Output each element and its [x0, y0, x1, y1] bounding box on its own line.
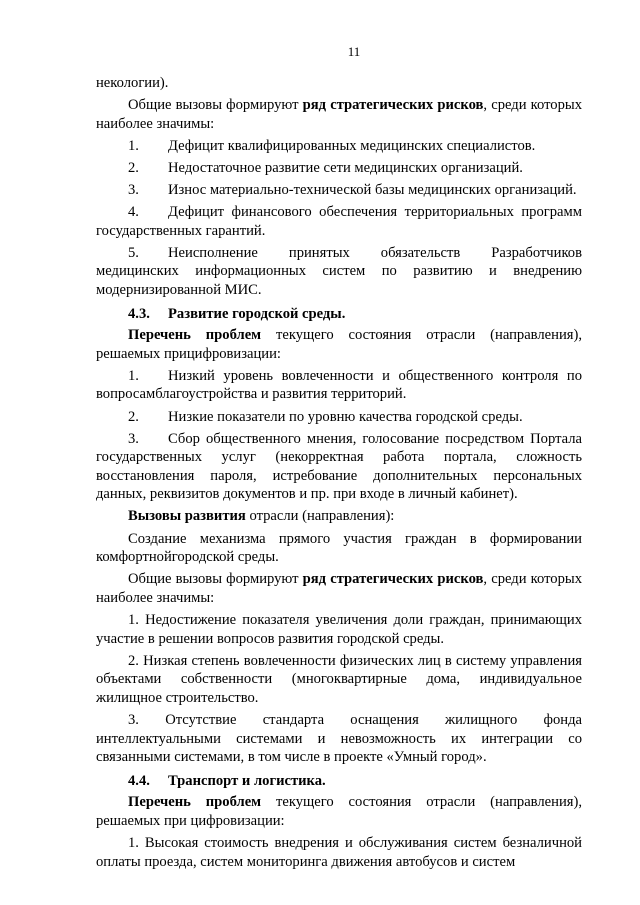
- item-text: Недостаточное развитие сети медицинских организаций.: [168, 159, 523, 176]
- paragraph-problems-intro: [96, 793, 582, 830]
- bold-text: ряд стратегических рисков: [302, 571, 484, 588]
- section-number: 4.3.: [128, 305, 150, 322]
- bold-text: ряд стратегических рисков: [302, 97, 484, 114]
- item-number: 3.: [128, 430, 139, 447]
- bold-text: Перечень проблем: [128, 327, 262, 344]
- item-number: 4.: [128, 204, 139, 221]
- item-number: 3.: [128, 181, 139, 198]
- section-title: Транспорт и логистика.: [168, 772, 326, 789]
- list-item: 1. Высокая стоимость внедрения и обслуживания систем безналичной оплаты проезда, систем мониторинга движения автобусов и систем: [96, 834, 582, 870]
- item-text: Дефицит квалифицированных медицинских специалистов.: [168, 137, 536, 154]
- item-text: Низкие показатели по уровню качества городской среды.: [168, 408, 523, 425]
- bold-text: Перечень проблем: [128, 794, 262, 811]
- text: текущего состояния отрасли (направления), решаемых при цифровизации:: [96, 794, 582, 829]
- text: Общие вызовы формируют: [128, 571, 303, 588]
- text: , среди которых наиболее значимы:: [96, 571, 582, 606]
- text: отрасли (направления):: [245, 508, 395, 525]
- item-number: 5.: [128, 244, 139, 261]
- paragraph-risks-intro: [96, 570, 582, 607]
- paragraph-risks-intro: [96, 96, 582, 133]
- item-number: 1.: [128, 367, 139, 384]
- item-text: Сбор общественного мнения, голосование посредством Портала государственных услуг (некорректная работа портала, сложность восстановления пароля, истребование дополнительных персональных данных, реквизитов документов и пр. при входе в личный кабинет).: [96, 430, 582, 503]
- list-item: 2. Низкая степень вовлеченности физических лиц в систему управления объектами собственности (многоквартирные дома, индивидуальное жилищное строительство.: [96, 652, 582, 706]
- section-heading-4-3: [96, 305, 582, 324]
- section-title: Развитие городской среды.: [168, 305, 346, 322]
- item-number: 2.: [128, 159, 139, 176]
- item-text: Дефицит финансового обеспечения территориальных программ государственных гарантий.: [96, 204, 582, 239]
- item-text: Низкий уровень вовлеченности и общественного контроля по вопросамблагоустройства и развития территорий.: [96, 367, 582, 403]
- list-item: 3. Отсутствие стандарта оснащения жилищного фонда интеллектуальными системами и невозможность их интеграции со связанными системами, в том числе в проекте «Умный город».: [96, 711, 582, 766]
- text: , среди которых наиболее значимы:: [96, 97, 582, 132]
- bold-text: Вызовы развития: [128, 508, 246, 525]
- text: текущего состояния отрасли (направления), решаемых прицифровизации:: [96, 327, 582, 362]
- list-item: [96, 203, 582, 240]
- list-item: [96, 181, 582, 200]
- paragraph-problems-intro: [96, 326, 582, 363]
- paragraph-continuation: некологии).: [96, 75, 169, 91]
- list-item: [96, 159, 582, 178]
- item-number: 1.: [128, 137, 139, 154]
- item-number: 2.: [128, 408, 139, 425]
- text: Общие вызовы формируют: [128, 97, 303, 114]
- list-item: [96, 137, 582, 156]
- section-number: 4.4.: [128, 772, 150, 789]
- list-item: [96, 430, 582, 504]
- item-text: Износ материально-технической базы медицинских организаций.: [168, 181, 577, 198]
- page-number: 11: [347, 44, 361, 59]
- list-item: 1. Недостижение показателя увеличения доли граждан, принимающих участие в решении вопросов развития городской среды.: [96, 611, 582, 647]
- list-item: [96, 408, 582, 427]
- section-heading-4-4: [96, 772, 582, 791]
- list-item: [96, 367, 582, 404]
- paragraph-challenge: Создание механизма прямого участия граждан в формировании комфортнойгородской среды.: [96, 530, 582, 566]
- item-text: Неисполнение принятых обязательств Разработчиков медицинских информационных систем по развитию и внедрению модернизированной МИС.: [96, 244, 582, 298]
- list-item: [96, 244, 582, 300]
- paragraph-challenges-intro: [96, 507, 582, 526]
